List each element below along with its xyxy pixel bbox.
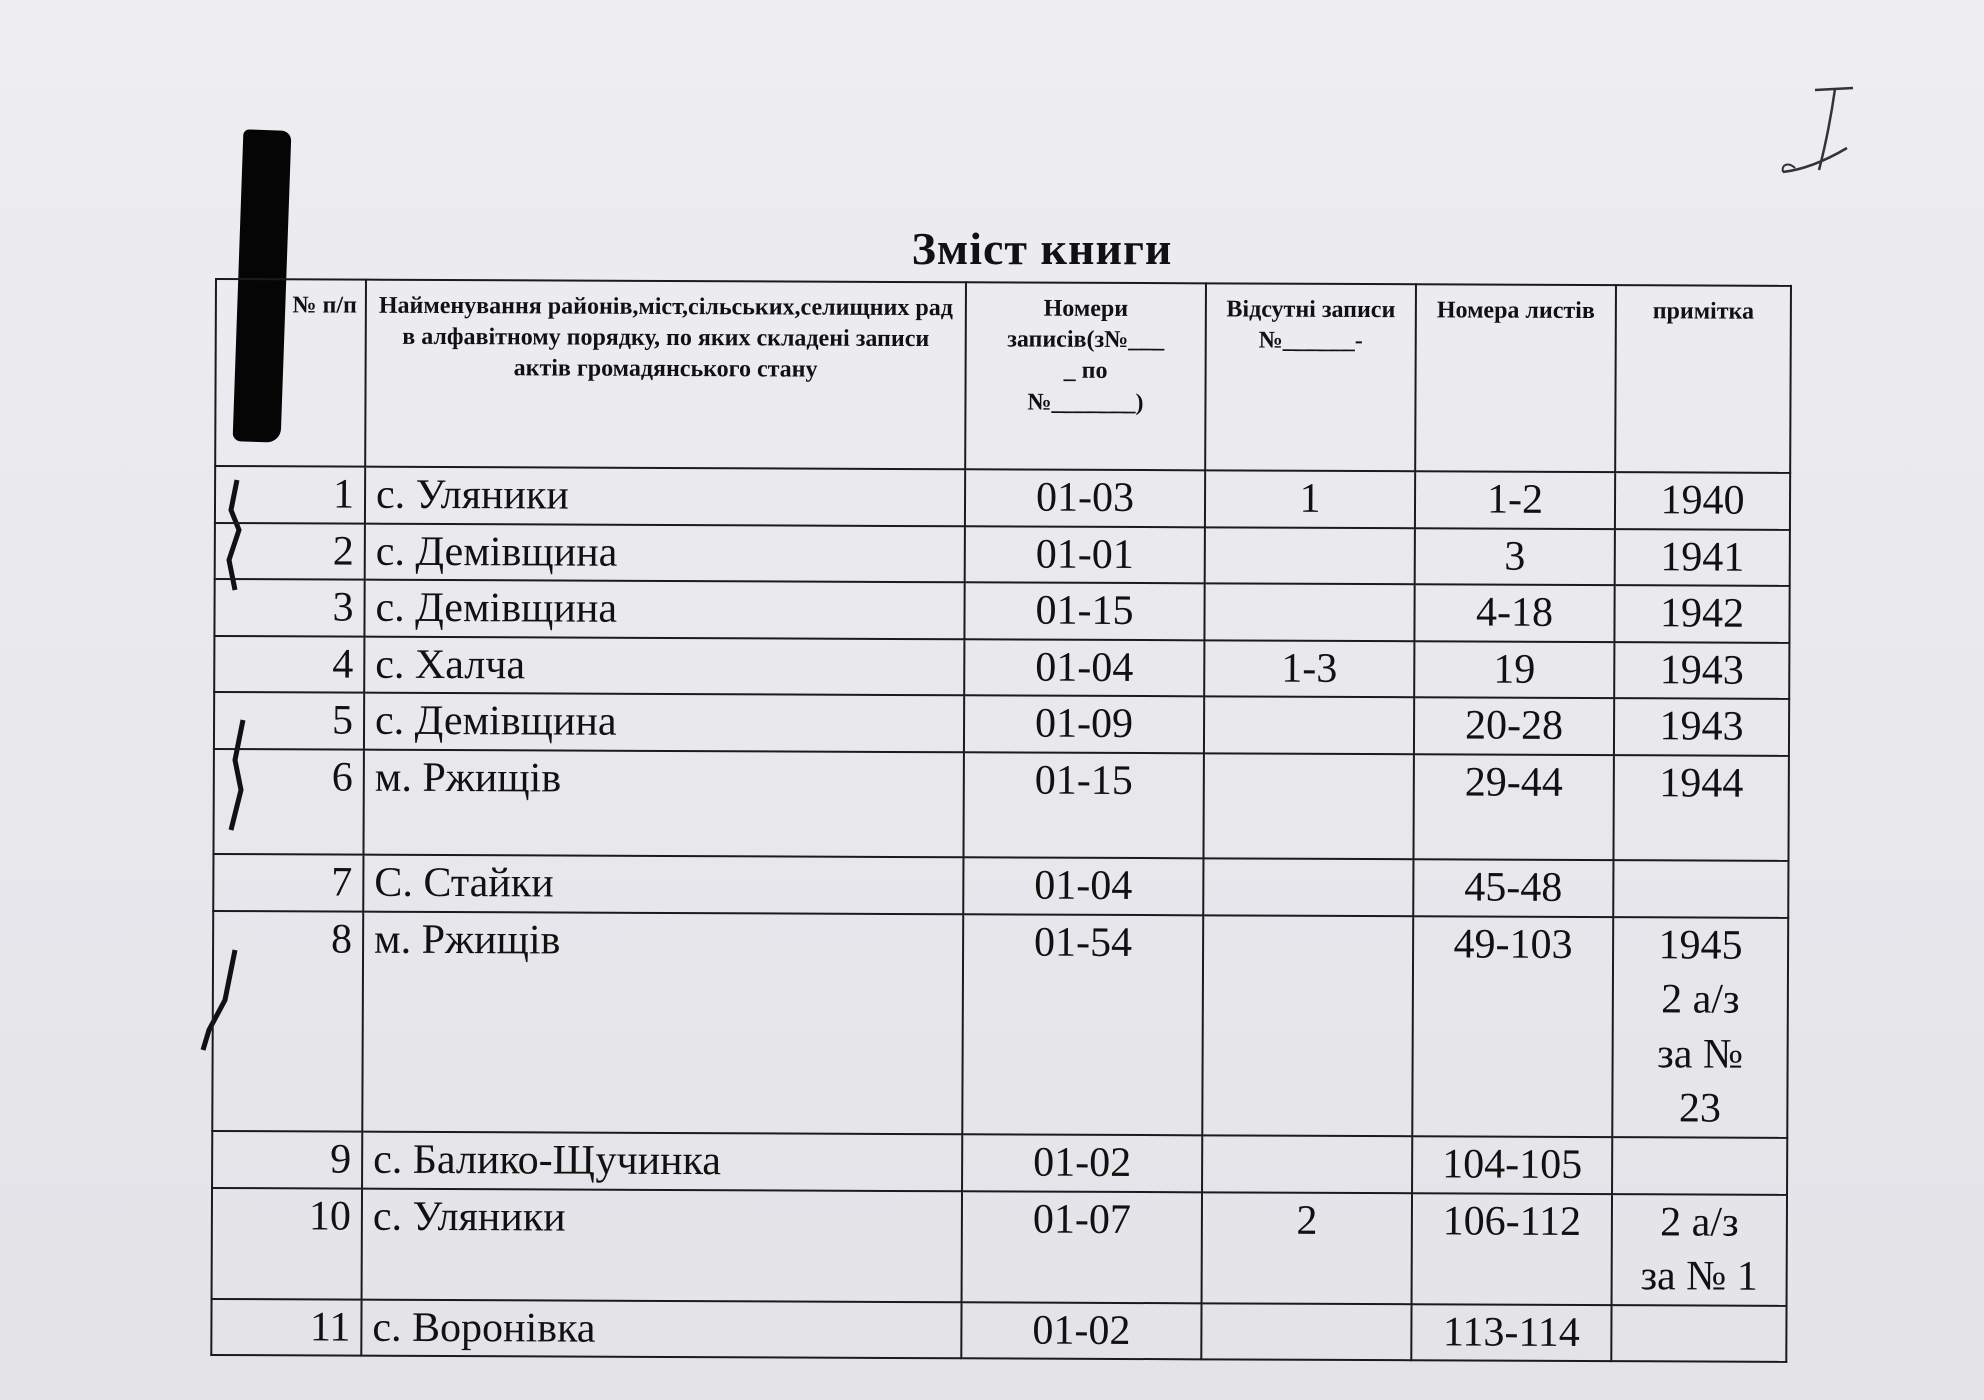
row-council-name: с. Воронівка	[361, 1299, 961, 1358]
table-row	[214, 636, 1789, 699]
handwritten-page-number	[1775, 82, 1865, 182]
row-record-numbers: 01-15	[964, 582, 1204, 640]
note-line: за №	[1657, 1031, 1744, 1078]
table-row	[215, 466, 1790, 529]
row-record-numbers: 01-07	[962, 1191, 1202, 1303]
row-record-numbers: 01-01	[965, 526, 1205, 584]
note-line: 1942	[1659, 590, 1745, 637]
row-sheet-numbers: 49-103	[1412, 916, 1613, 1137]
table-row	[212, 1131, 1787, 1194]
note-line: 1940	[1660, 477, 1745, 524]
table-header-row	[215, 279, 1791, 473]
table-row	[213, 749, 1788, 861]
row-note	[1615, 529, 1790, 586]
row-council-name: С. Стайки	[363, 855, 963, 914]
contents-table	[210, 278, 1792, 1363]
row-note	[1611, 1305, 1786, 1362]
row-council-name: с. Балико-Щучинка	[362, 1132, 962, 1191]
note-line: за № 1	[1640, 1253, 1758, 1300]
row-council-name: м. Ржищів	[363, 750, 963, 858]
page-title: Зміст книги	[911, 223, 1173, 274]
row-note	[1612, 1194, 1787, 1306]
row-note	[1614, 585, 1789, 642]
row-missing-records: 1	[1205, 470, 1415, 528]
header-sheets: Номера листів	[1415, 284, 1616, 472]
row-missing-records	[1202, 1135, 1412, 1193]
row-council-name: с. Уляники	[365, 467, 965, 526]
table-row	[212, 1188, 1787, 1306]
row-record-numbers: 01-15	[963, 752, 1203, 858]
table-row	[214, 579, 1789, 642]
row-number: 9	[212, 1131, 362, 1188]
table-row	[213, 854, 1788, 917]
row-record-numbers: 01-02	[962, 1134, 1202, 1192]
row-sheet-numbers: 4-18	[1414, 584, 1614, 641]
row-missing-records	[1201, 1303, 1411, 1361]
row-sheet-numbers: 113-114	[1411, 1304, 1611, 1361]
row-council-name: с. Халча	[364, 636, 964, 695]
row-note	[1615, 472, 1790, 529]
row-sheet-numbers: 19	[1414, 641, 1614, 698]
row-number: 1	[215, 466, 365, 523]
row-sheet-numbers: 104-105	[1412, 1136, 1612, 1193]
note-line: 1943	[1659, 647, 1744, 694]
row-number: 5	[214, 692, 364, 749]
row-record-numbers: 01-54	[962, 914, 1203, 1135]
row-number: 11	[211, 1299, 361, 1356]
row-note	[1613, 860, 1788, 917]
row-note	[1614, 698, 1789, 755]
row-council-name: с. Уляники	[362, 1188, 962, 1302]
header-name: Найменування районів,міст,сільських,селищних рад в алфавітному порядку, по яких складені записи актів громадянського стану	[365, 280, 966, 470]
row-number: 7	[213, 854, 363, 911]
row-record-numbers: 01-02	[961, 1302, 1201, 1360]
row-number: 3	[214, 579, 364, 636]
row-sheet-numbers: 20-28	[1414, 698, 1614, 755]
header-note: примітка	[1615, 285, 1791, 473]
row-sheet-numbers: 45-48	[1413, 859, 1613, 916]
header-records: Номери записів(з№___ _ по №_______)	[965, 282, 1206, 470]
row-sheet-numbers: 106-112	[1412, 1193, 1612, 1305]
row-note	[1614, 642, 1789, 699]
row-missing-records	[1204, 697, 1414, 755]
row-missing-records: 1-3	[1204, 640, 1414, 698]
row-council-name: м. Ржищів	[362, 911, 963, 1134]
row-number: 4	[214, 636, 364, 693]
row-record-numbers: 01-03	[965, 469, 1205, 527]
row-number: 8	[212, 911, 363, 1132]
table-row	[212, 911, 1788, 1138]
table-row	[215, 523, 1790, 586]
table-row	[211, 1299, 1786, 1362]
row-sheet-numbers: 3	[1415, 528, 1615, 585]
row-note	[1613, 755, 1788, 861]
note-line: 23	[1678, 1085, 1721, 1132]
row-missing-records	[1203, 858, 1413, 916]
row-record-numbers: 01-09	[964, 696, 1204, 754]
note-line: 2 а/з	[1660, 1198, 1739, 1246]
note-line: 1941	[1660, 533, 1745, 581]
row-missing-records	[1203, 753, 1413, 859]
row-council-name: с. Демівщина	[365, 523, 965, 582]
row-number: 10	[212, 1188, 362, 1300]
row-record-numbers: 01-04	[963, 857, 1203, 915]
note-line: 1945	[1658, 921, 1743, 969]
row-missing-records	[1204, 584, 1414, 642]
row-number: 2	[215, 523, 365, 580]
row-council-name: с. Демівщина	[364, 693, 964, 752]
row-missing-records: 2	[1202, 1192, 1412, 1304]
note-line: 2 а/з	[1661, 976, 1740, 1023]
row-missing-records	[1205, 527, 1415, 585]
row-missing-records	[1202, 915, 1413, 1136]
header-number: № п/п	[215, 279, 366, 467]
note-line: 1944	[1659, 760, 1744, 807]
table-row	[214, 692, 1789, 755]
row-sheet-numbers: 1-2	[1415, 471, 1615, 528]
row-record-numbers: 01-04	[964, 639, 1204, 697]
row-note	[1612, 917, 1788, 1138]
row-note	[1612, 1137, 1787, 1194]
note-line: 1943	[1659, 703, 1744, 751]
row-council-name: с. Демівщина	[364, 580, 964, 639]
row-sheet-numbers: 29-44	[1413, 754, 1613, 860]
row-number: 6	[213, 749, 363, 855]
header-missing: Відсутні записи №______-	[1205, 283, 1416, 471]
